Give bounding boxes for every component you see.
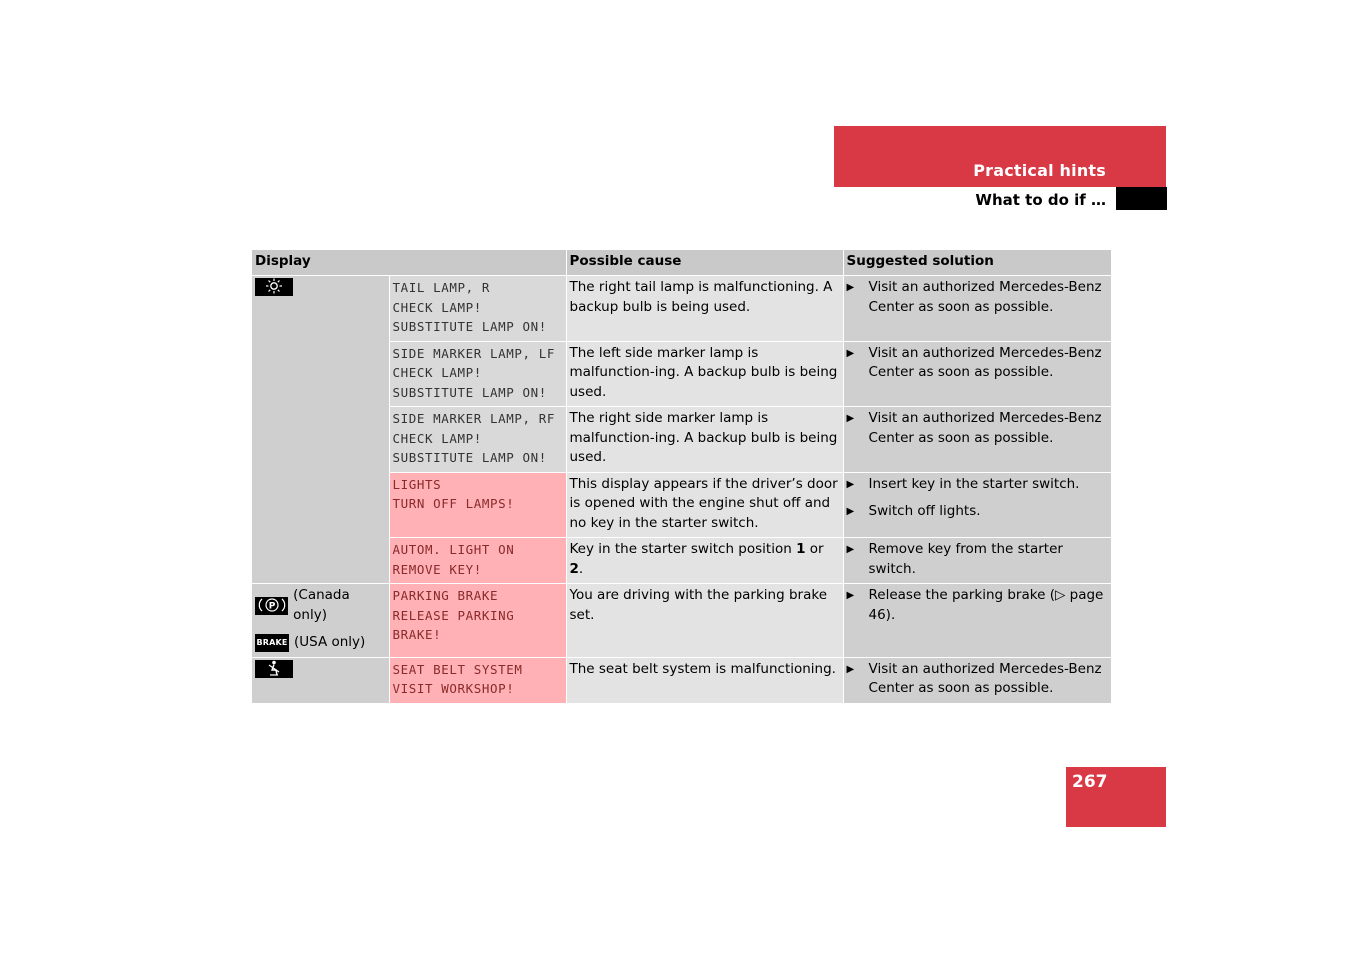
display-message: LIGHTS TURN OFF LAMPS! [389, 472, 566, 538]
bullet-arrow-icon: ▶ [846, 590, 855, 601]
suggested-solution: ▶ Visit an authorized Mercedes-Benz Center as soon as possible. [843, 276, 1111, 342]
bullet-arrow-icon: ▶ [846, 506, 855, 517]
display-message: TAIL LAMP, R CHECK LAMP! SUBSTITUTE LAMP ON! [389, 276, 566, 342]
suggested-solution: ▶ Visit an authorized Mercedes-Benz Center as soon as possible. [843, 341, 1111, 407]
possible-cause: You are driving with the parking brake set. [566, 584, 843, 658]
subsection-title: What to do if … [975, 191, 1106, 209]
parking-brake-icon [255, 597, 288, 615]
display-message: SIDE MARKER LAMP, LF CHECK LAMP! SUBSTITUTE LAMP ON! [389, 341, 566, 407]
section-tab [834, 126, 1166, 187]
table-header-row [252, 250, 1111, 276]
suggested-solution: ▶ Release the parking brake (▷ page 46). [843, 584, 1111, 658]
svg-text:P: P [268, 601, 275, 611]
lamp-icon [255, 278, 293, 296]
seat-belt-icon [255, 660, 293, 678]
display-message: AUTOM. LIGHT ON REMOVE KEY! [389, 538, 566, 584]
display-message: PARKING BRAKE RELEASE PARKING BRAKE! [389, 584, 566, 658]
table-row [252, 657, 1111, 703]
brake-icon: BRAKE [255, 634, 289, 652]
table-row [252, 584, 1111, 658]
usa-only-label: (USA only) [294, 634, 366, 650]
table-row [252, 276, 1111, 342]
possible-cause: The seat belt system is malfunctioning. [566, 657, 843, 703]
possible-cause: This display appears if the driver’s door is opened with the engine shut off and no key in the starter switch. [566, 472, 843, 538]
possible-cause: The right side marker lamp is malfunction-ing. A backup bulb is being used. [566, 407, 843, 473]
icon-cell [252, 276, 389, 584]
header-cause: Possible cause [566, 250, 843, 276]
display-messages-table [252, 250, 1111, 704]
suggested-solution: ▶ Insert key in the starter switch. ▶ Switch off lights. [843, 472, 1111, 538]
suggested-solution: ▶ Visit an authorized Mercedes-Benz Center as soon as possible. [843, 407, 1111, 473]
header-solution: Suggested solution [843, 250, 1111, 276]
page-number-tab [1066, 767, 1166, 827]
possible-cause: The left side marker lamp is malfunction-ing. A backup bulb is being used. [566, 341, 843, 407]
page-number: 267 [1072, 772, 1108, 792]
section-title: Practical hints [973, 161, 1106, 180]
possible-cause: Key in the starter switch position 1 or 2. [566, 538, 843, 584]
bullet-arrow-icon: ▶ [846, 478, 855, 490]
icon-cell [252, 657, 389, 703]
icon-cell [252, 584, 389, 658]
black-tab-marker [1116, 187, 1167, 210]
suggested-solution: ▶ Remove key from the starter switch. [843, 538, 1111, 584]
bullet-arrow-icon: ▶ [846, 282, 855, 293]
bullet-arrow-icon: ▶ [846, 544, 855, 555]
canada-only-label: (Canada only) [293, 587, 350, 623]
bullet-arrow-icon: ▶ [846, 663, 855, 675]
suggested-solution: ▶ Visit an authorized Mercedes-Benz Center as soon as possible. [843, 657, 1111, 703]
header-display: Display [252, 250, 566, 276]
display-message: SIDE MARKER LAMP, RF CHECK LAMP! SUBSTITUTE LAMP ON! [389, 407, 566, 473]
bullet-arrow-icon: ▶ [846, 347, 855, 359]
possible-cause: The right tail lamp is malfunctioning. A backup bulb is being used. [566, 276, 843, 342]
bullet-arrow-icon: ▶ [846, 413, 855, 424]
display-message: SEAT BELT SYSTEM VISIT WORKSHOP! [389, 657, 566, 703]
